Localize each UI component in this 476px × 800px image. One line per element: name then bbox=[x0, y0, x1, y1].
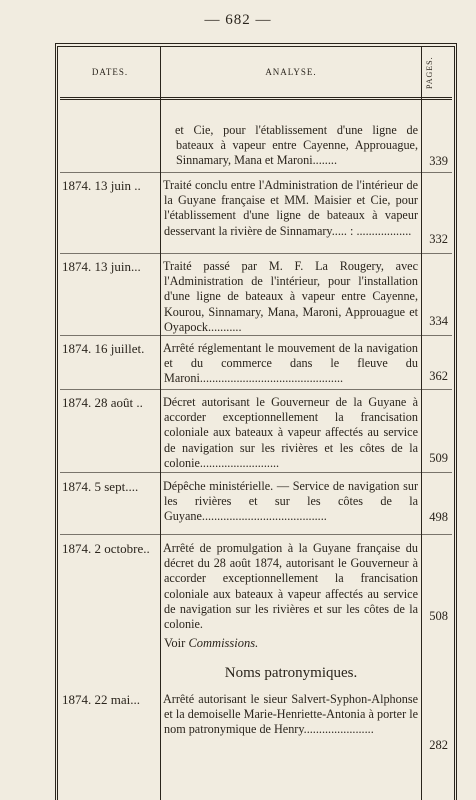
entry-page: 334 bbox=[429, 314, 448, 328]
entry-text: Arrêté autorisant le sieur Salvert-Syphon-Alphonse et la demoiselle Marie-Henriette-Antonia à porter le nom patronymique de Henry....................... bbox=[163, 692, 418, 737]
entry-page: 332 bbox=[429, 232, 448, 246]
entry-page: 508 bbox=[429, 609, 448, 623]
header-pages: PAGES. bbox=[425, 56, 434, 90]
see-also-reference bbox=[164, 636, 258, 651]
entry-date: 1874. 13 juin .. bbox=[62, 178, 141, 193]
see-also-target: Commissions. bbox=[188, 636, 259, 650]
entry-page: 498 bbox=[429, 510, 448, 524]
header-dates: DATES. bbox=[91, 67, 129, 77]
entry-date: 1874. 2 octobre.. bbox=[62, 541, 150, 556]
row-separator bbox=[60, 389, 452, 390]
entry-date: 1874. 5 sept.... bbox=[62, 479, 139, 494]
row-separator bbox=[60, 253, 452, 254]
column-divider-dates bbox=[160, 47, 161, 800]
entry-text: Dépêche ministérielle. — Service de navigation sur les rivières et sur les côtes de la Guyane......................................... bbox=[163, 479, 418, 524]
entry-text: Décret autorisant le Gouverneur de la Guyane à accorder exceptionnellement la francisation coloniale aux bateaux à vapeur affectés au service de navigation sur les rivières et les côtes de la colonie.......................... bbox=[163, 395, 418, 470]
header-rule bbox=[60, 97, 452, 100]
entry-date: 1874. 16 juillet. bbox=[62, 341, 145, 356]
entry-page: 509 bbox=[429, 451, 448, 465]
entry-text: Arrêté réglementant le mouvement de la navigation et du commerce dans le fleuve du Maroni............................................... bbox=[163, 341, 418, 386]
entry-text: Traité passé par M. F. La Rougery, avec l'Administration de l'intérieur, pour l'installation d'une ligne de bateaux à vapeur entre Cayenne, Kourou, Sinnamary, Mana, Maroni, Approuague et Oyapock........... bbox=[163, 259, 418, 334]
header-analyse: ANALYSE. bbox=[265, 67, 317, 77]
entry-date: 1874. 22 mai... bbox=[62, 692, 140, 707]
row-separator bbox=[60, 335, 452, 336]
entry-text: et Cie, pour l'établissement d'une ligne de bateaux à vapeur entre Cayenne, Approuague, Sinnamary, Mana et Maroni........ bbox=[175, 123, 418, 168]
entry-page: 282 bbox=[429, 738, 448, 752]
entry-text: Traité conclu entre l'Administration de l'intérieur de la Guyane française et MM. Maisier et Cie, pour l'établissement d'une ligne de bateaux à vapeur desservant la rivière de Sinnamary..... : .................. bbox=[163, 178, 418, 238]
row-separator bbox=[60, 172, 452, 173]
row-separator bbox=[60, 472, 452, 473]
entry-page: 362 bbox=[429, 369, 448, 383]
page-number: — 682 — bbox=[204, 12, 272, 28]
entry-text: Arrêté de promulgation à la Guyane française du décret du 28 août 1874, autorisant le Gouverneur à accorder exceptionnellement la francisation coloniale aux bateaux à vapeur affectés au service de navigation sur les rivières et sur les côtes de la colonie. bbox=[163, 541, 418, 632]
section-title: Noms patronymiques. bbox=[224, 665, 358, 681]
see-also-word: Voir bbox=[164, 636, 186, 650]
entry-date: 1874. 13 juin... bbox=[62, 259, 141, 274]
row-separator bbox=[60, 534, 452, 535]
entry-page: 339 bbox=[429, 154, 448, 168]
entry-date: 1874. 28 août .. bbox=[62, 395, 143, 410]
